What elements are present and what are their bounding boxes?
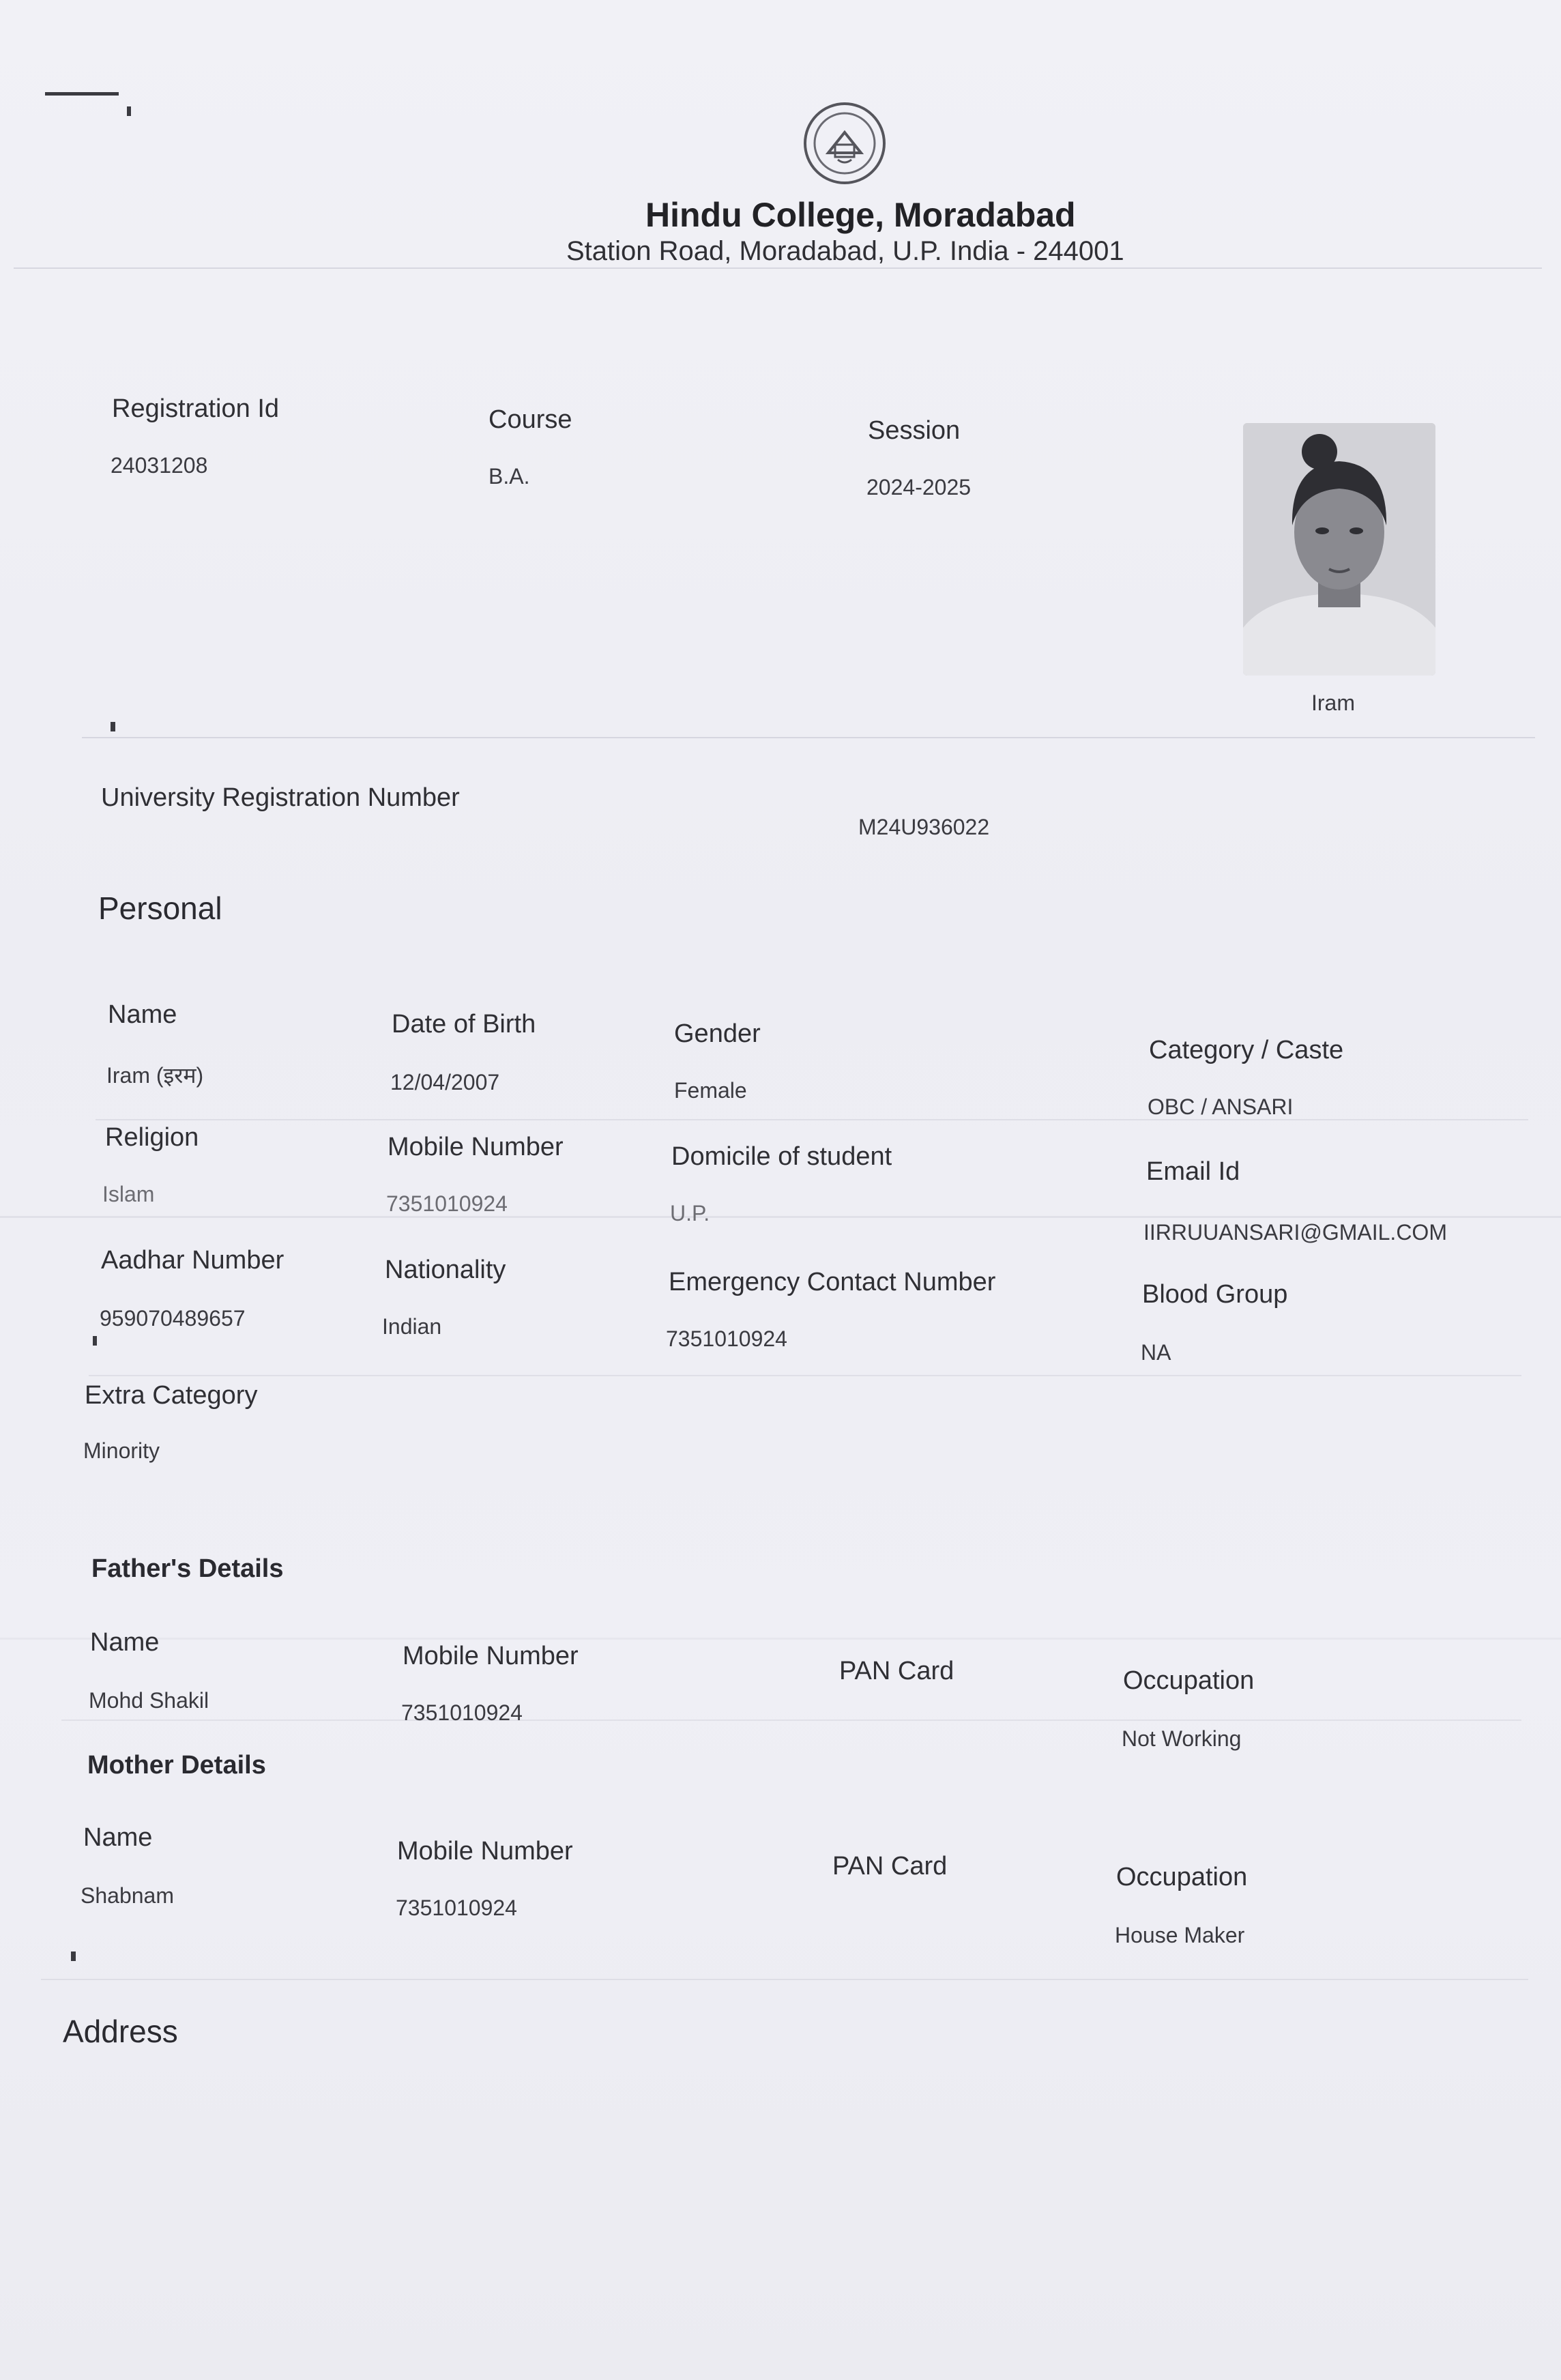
email-label: Email Id xyxy=(1146,1157,1240,1186)
college-name: Hindu College, Moradabad xyxy=(645,196,1076,234)
stray-mark xyxy=(71,1951,76,1961)
aadhar-value: 959070489657 xyxy=(100,1306,246,1331)
divider xyxy=(96,1119,1528,1120)
emergency-contact-value: 7351010924 xyxy=(666,1326,787,1351)
divider xyxy=(41,1979,1528,1980)
religion-label: Religion xyxy=(105,1123,199,1152)
student-photo xyxy=(1243,423,1435,676)
religion-value: Islam xyxy=(102,1182,155,1206)
mother-occupation-value: House Maker xyxy=(1115,1923,1245,1947)
father-mobile-value: 7351010924 xyxy=(401,1700,523,1725)
name-label: Name xyxy=(108,1000,177,1029)
registration-id-label: Registration Id xyxy=(112,394,280,423)
email-value: IIRRUUANSARI@GMAIL.COM xyxy=(1143,1220,1447,1245)
domicile-value: U.P. xyxy=(670,1201,710,1225)
divider xyxy=(61,1719,1521,1721)
mobile-label: Mobile Number xyxy=(388,1133,564,1161)
gender-value: Female xyxy=(674,1078,747,1103)
father-mobile-label: Mobile Number xyxy=(403,1642,579,1670)
mother-mobile-label: Mobile Number xyxy=(397,1837,573,1866)
blood-group-value: NA xyxy=(1141,1340,1171,1365)
divider xyxy=(82,737,1535,738)
mobile-value: 7351010924 xyxy=(386,1191,508,1216)
stray-mark xyxy=(93,1336,97,1346)
father-occupation-value: Not Working xyxy=(1122,1726,1242,1751)
session-label: Session xyxy=(868,416,961,445)
photo-caption: Iram xyxy=(1311,691,1355,715)
paper-crease xyxy=(0,1638,1561,1640)
dob-value: 12/04/2007 xyxy=(390,1070,500,1094)
course-label: Course xyxy=(488,405,572,434)
mother-name-value: Shabnam xyxy=(81,1883,174,1908)
divider xyxy=(89,1375,1521,1376)
college-emblem-icon xyxy=(801,100,888,187)
registration-id-value: 24031208 xyxy=(111,453,208,478)
emergency-contact-label: Emergency Contact Number xyxy=(669,1268,996,1296)
address-heading: Address xyxy=(63,2014,178,2049)
personal-heading: Personal xyxy=(98,890,222,926)
extra-category-label: Extra Category xyxy=(85,1381,258,1410)
name-value: Iram (इरम) xyxy=(106,1063,204,1088)
university-registration-value: M24U936022 xyxy=(858,815,990,839)
mother-pan-label: PAN Card xyxy=(832,1852,948,1881)
father-occupation-label: Occupation xyxy=(1123,1666,1255,1695)
nationality-label: Nationality xyxy=(385,1256,506,1284)
aadhar-label: Aadhar Number xyxy=(101,1246,285,1275)
category-label: Category / Caste xyxy=(1149,1036,1344,1064)
blood-group-label: Blood Group xyxy=(1142,1280,1288,1309)
stray-mark xyxy=(127,106,131,116)
gender-label: Gender xyxy=(674,1019,761,1048)
extra-category-value: Minority xyxy=(83,1438,160,1463)
university-registration-label: University Registration Number xyxy=(101,783,460,812)
college-address: Station Road, Moradabad, U.P. India - 244001 xyxy=(566,236,1124,266)
mother-mobile-value: 7351010924 xyxy=(396,1896,517,1920)
nationality-value: Indian xyxy=(382,1314,442,1339)
category-value: OBC / ANSARI xyxy=(1148,1094,1294,1119)
father-name-label: Name xyxy=(90,1628,160,1657)
father-pan-label: PAN Card xyxy=(839,1657,954,1685)
divider xyxy=(14,267,1542,269)
dob-label: Date of Birth xyxy=(392,1010,536,1039)
session-value: 2024-2025 xyxy=(866,475,972,499)
fathers-details-heading: Father's Details xyxy=(91,1554,284,1583)
paper-crease xyxy=(0,1216,1561,1218)
mother-occupation-label: Occupation xyxy=(1116,1863,1248,1891)
stray-mark xyxy=(45,92,119,96)
mother-name-label: Name xyxy=(83,1823,153,1852)
stray-mark xyxy=(111,722,115,731)
course-value: B.A. xyxy=(488,464,530,489)
mother-details-heading: Mother Details xyxy=(87,1751,266,1780)
father-name-value: Mohd Shakil xyxy=(89,1688,209,1713)
domicile-label: Domicile of student xyxy=(671,1142,892,1171)
